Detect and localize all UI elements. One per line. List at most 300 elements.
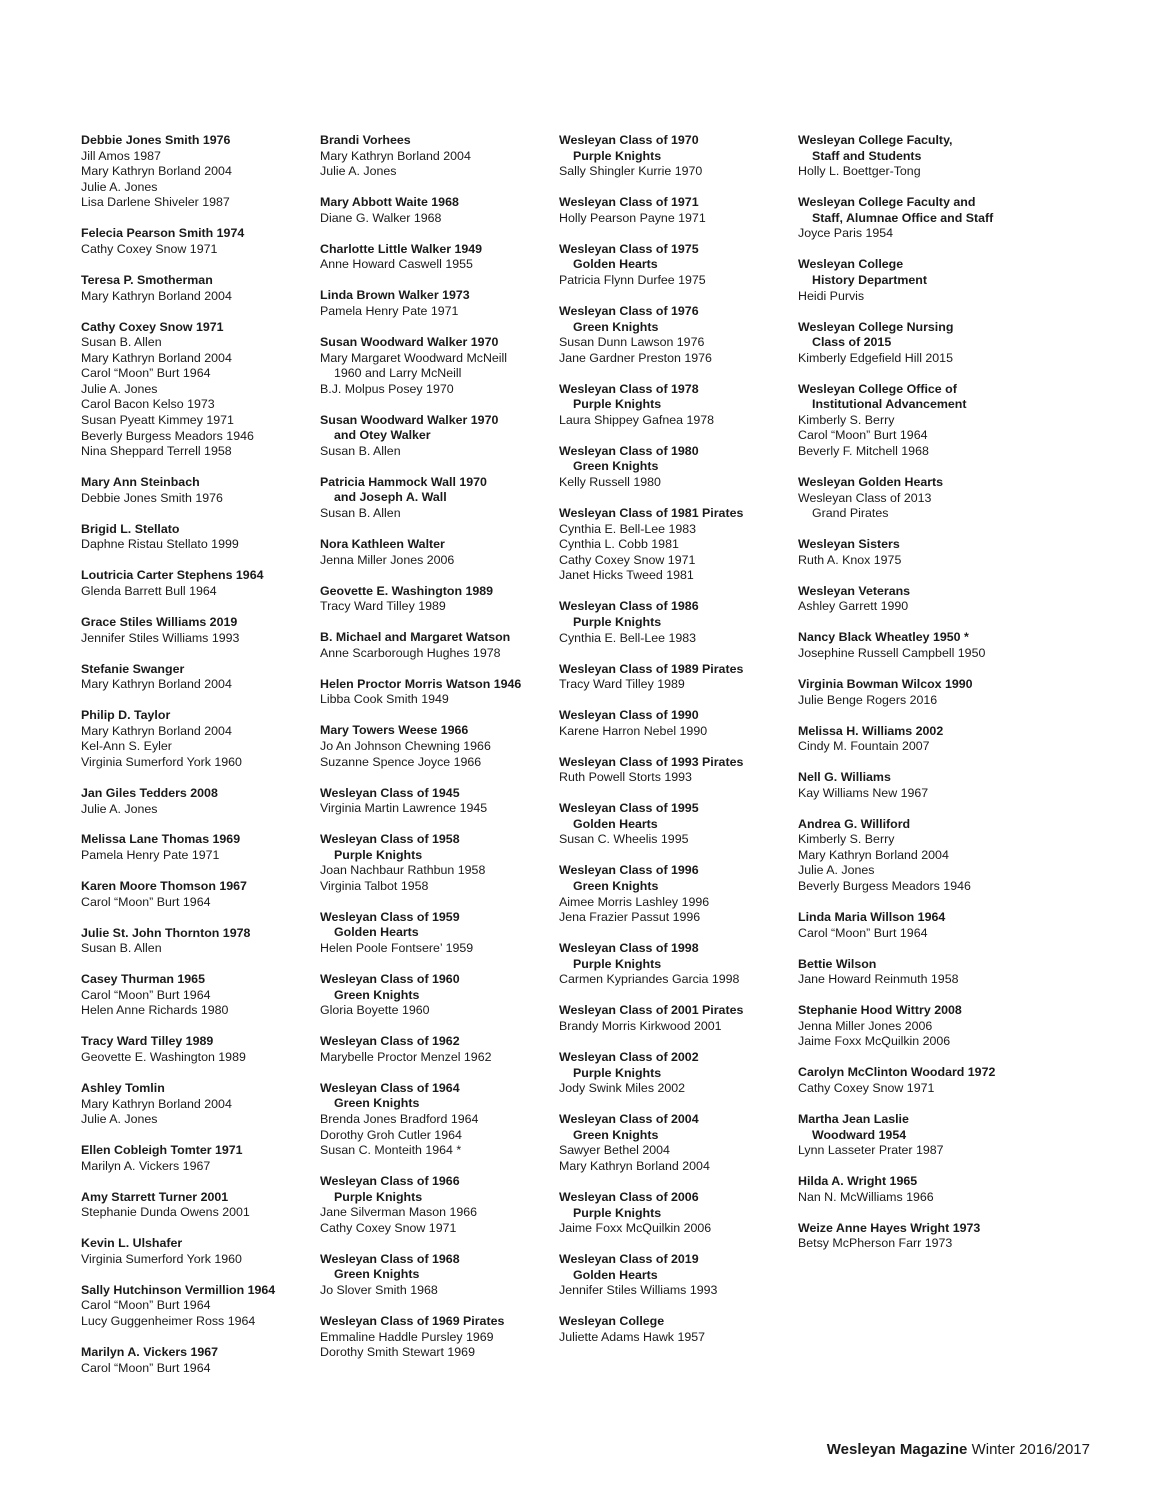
list-entry xyxy=(559,242,791,289)
donor-name: Susan Dunn Lawson 1976 xyxy=(559,335,705,350)
list-entry xyxy=(559,662,791,693)
honoree-name: Martha Jean Laslie xyxy=(798,1111,909,1126)
donor-name: Brenda Jones Bradford 1964 xyxy=(320,1111,479,1126)
list-entry xyxy=(320,832,552,894)
donor-name: Mary Kathryn Borland 2004 xyxy=(81,677,232,692)
list-entry xyxy=(81,972,313,1019)
honoree-name: Wesleyan Class of 1975 xyxy=(559,241,699,256)
list-entry xyxy=(81,133,313,211)
donor-name: Susan B. Allen xyxy=(81,335,162,350)
issue-label: Winter 2016/2017 xyxy=(971,1441,1090,1458)
donor-name: Susan B. Allen xyxy=(81,941,162,956)
honoree-name: Susan Woodward Walker 1970 xyxy=(320,412,499,427)
honoree-name: Wesleyan Golden Hearts xyxy=(798,475,944,490)
donor-name: Lucy Guggenheimer Ross 1964 xyxy=(81,1314,256,1329)
honoree-name: Patricia Hammock Wall 1970 xyxy=(320,474,487,489)
honoree-name: Class of 2015 xyxy=(812,335,892,350)
list-entry xyxy=(81,1034,313,1065)
honoree-name: Purple Knights xyxy=(573,614,662,629)
donor-name: Mary Kathryn Borland 2004 xyxy=(798,847,949,862)
honoree-name: Wesleyan College Office of xyxy=(798,381,957,396)
list-entry xyxy=(798,1003,1030,1050)
list-entry xyxy=(81,832,313,863)
honoree-name: Golden Hearts xyxy=(573,257,658,272)
donor-name: Cathy Coxey Snow 1971 xyxy=(559,552,696,567)
donor-name: Cathy Coxey Snow 1971 xyxy=(798,1080,935,1095)
honoree-name: Philip D. Taylor xyxy=(81,708,171,723)
honoree-name: Amy Starrett Turner 2001 xyxy=(81,1189,229,1204)
donor-name: Betsy McPherson Farr 1973 xyxy=(798,1236,953,1251)
honoree-name: Geovette E. Washington 1989 xyxy=(320,583,494,598)
donor-name: Tracy Ward Tilley 1989 xyxy=(559,677,685,692)
list-entry xyxy=(320,1314,552,1361)
honoree-name: Helen Proctor Morris Watson 1946 xyxy=(320,676,522,691)
list-entry xyxy=(81,1081,313,1128)
honoree-name: B. Michael and Margaret Watson xyxy=(320,630,511,645)
honoree-name: Purple Knights xyxy=(573,1065,662,1080)
list-entry xyxy=(81,879,313,910)
donor-name: B.J. Molpus Posey 1970 xyxy=(320,381,454,396)
honoree-name: Woodward 1954 xyxy=(812,1127,907,1142)
list-entry xyxy=(559,1112,791,1174)
honoree-name: Bettie Wilson xyxy=(798,956,877,971)
list-entry xyxy=(81,926,313,957)
list-entry xyxy=(559,708,791,739)
honoree-name: Andrea G. Williford xyxy=(798,816,911,831)
list-entry xyxy=(798,957,1030,988)
donor-name: Mary Kathryn Borland 2004 xyxy=(81,1096,232,1111)
list-entry xyxy=(798,382,1030,460)
list-entry xyxy=(559,599,791,646)
honoree-name: Wesleyan Class of 2004 xyxy=(559,1112,699,1127)
list-entry xyxy=(559,801,791,848)
honoree-name: Wesleyan Veterans xyxy=(798,583,911,598)
honoree-name: Wesleyan Class of 1976 xyxy=(559,303,699,318)
list-entry xyxy=(559,1003,791,1034)
donor-name: Dorothy Smith Stewart 1969 xyxy=(320,1345,475,1360)
list-entry xyxy=(320,335,552,397)
honoree-name: Green Knights xyxy=(573,879,659,894)
honoree-name: Wesleyan Class of 2001 Pirates xyxy=(559,1003,744,1018)
donor-name: Heidi Purvis xyxy=(798,288,865,303)
column-2 xyxy=(320,133,552,1376)
honoree-name: Wesleyan Class of 1978 xyxy=(559,381,699,396)
donor-name: Holly Pearson Payne 1971 xyxy=(559,210,706,225)
donor-name: Jill Amos 1987 xyxy=(81,148,161,163)
donor-name: Glenda Barrett Bull 1964 xyxy=(81,584,217,598)
donor-name: Carol “Moon” Burt 1964 xyxy=(81,1298,211,1313)
donor-name: Jane Howard Reinmuth 1958 xyxy=(798,972,959,987)
donor-name: Jenna Miller Jones 2006 xyxy=(798,1018,933,1033)
list-entry xyxy=(798,320,1030,367)
donor-name: Julie A. Jones xyxy=(81,801,158,816)
list-entry xyxy=(559,863,791,925)
donor-name: Susan B. Allen xyxy=(320,443,401,458)
honoree-name: Wesleyan Class of 2002 xyxy=(559,1049,699,1064)
honoree-name: Linda Maria Willson 1964 xyxy=(798,910,946,925)
list-entry xyxy=(798,1112,1030,1159)
list-entry xyxy=(559,133,791,180)
donor-name: Nina Sheppard Terrell 1958 xyxy=(81,444,232,459)
donor-name: Marilyn A. Vickers 1967 xyxy=(81,1158,211,1173)
donor-name: Carol Bacon Kelso 1973 xyxy=(81,397,215,412)
honoree-name: Institutional Advancement xyxy=(812,397,967,412)
donor-name: Jaime Foxx McQuilkin 2006 xyxy=(798,1034,951,1049)
honoree-name: Purple Knights xyxy=(334,847,423,862)
honoree-name: Wesleyan College xyxy=(559,1314,665,1329)
honoree-name: Purple Knights xyxy=(573,1205,662,1220)
donor-name: Dorothy Groh Cutler 1964 xyxy=(320,1127,462,1142)
honoree-name: Purple Knights xyxy=(334,1189,423,1204)
donor-name: Anne Scarborough Hughes 1978 xyxy=(320,645,501,660)
donor-name: Carmen Kypriandes Garcia 1998 xyxy=(559,972,740,987)
list-entry xyxy=(81,568,313,599)
list-entry xyxy=(81,1283,313,1330)
donor-name: Mary Margaret Woodward McNeill xyxy=(320,350,508,365)
honoree-name: Wesleyan Class of 1970 xyxy=(559,133,699,147)
honoree-name: Ellen Cobleigh Tomter 1971 xyxy=(81,1143,243,1158)
donor-name: Gloria Boyette 1960 xyxy=(320,1003,430,1018)
column-4 xyxy=(798,133,1030,1267)
donor-name: Libba Cook Smith 1949 xyxy=(320,692,449,707)
donor-name: Juliette Adams Hawk 1957 xyxy=(559,1329,706,1344)
honoree-name: Wesleyan Class of 1996 xyxy=(559,863,699,878)
honoree-name: Golden Hearts xyxy=(573,1267,658,1282)
honoree-name: Green Knights xyxy=(334,1267,420,1282)
list-entry xyxy=(798,910,1030,941)
donor-name: Nan N. McWilliams 1966 xyxy=(798,1189,934,1204)
honoree-name: Nancy Black Wheatley 1950 * xyxy=(798,630,969,645)
list-entry xyxy=(798,195,1030,242)
list-entry xyxy=(81,708,313,770)
list-entry xyxy=(320,1252,552,1299)
honoree-name: Wesleyan Class of 1966 xyxy=(320,1174,460,1189)
list-entry xyxy=(320,677,552,708)
donor-name: Jennifer Stiles Williams 1993 xyxy=(81,630,240,645)
honoree-name: Green Knights xyxy=(573,319,659,334)
list-entry xyxy=(320,537,552,568)
donor-name: Mary Kathryn Borland 2004 xyxy=(559,1158,710,1173)
donor-name: Mary Kathryn Borland 2004 xyxy=(81,288,232,303)
donor-name: Patricia Flynn Durfee 1975 xyxy=(559,272,706,287)
honoree-name: Casey Thurman 1965 xyxy=(81,972,205,987)
list-entry xyxy=(81,786,313,817)
magazine-title: Wesleyan Magazine xyxy=(826,1441,968,1458)
donor-name: Cynthia E. Bell-Lee 1983 xyxy=(559,630,697,645)
honoree-name: Hilda A. Wright 1965 xyxy=(798,1174,918,1189)
list-entry xyxy=(559,1190,791,1237)
list-entry xyxy=(320,1034,552,1065)
donor-name: Julie Benge Rogers 2016 xyxy=(798,692,938,707)
honoree-name: Wesleyan Class of 1959 xyxy=(320,909,460,924)
donor-name: Debbie Jones Smith 1976 xyxy=(81,490,223,505)
list-entry xyxy=(798,133,1030,180)
donor-name: Joan Nachbaur Rathbun 1958 xyxy=(320,863,486,878)
donor-name: Susan Pyeatt Kimmey 1971 xyxy=(81,413,234,428)
honoree-name: Susan Woodward Walker 1970 xyxy=(320,334,499,349)
donor-name: Jo Slover Smith 1968 xyxy=(320,1283,438,1298)
donor-name: Josephine Russell Campbell 1950 xyxy=(798,645,986,660)
list-entry xyxy=(798,1065,1030,1096)
honoree-name: Green Knights xyxy=(334,987,420,1002)
list-entry xyxy=(320,630,552,661)
donor-name: Cynthia L. Cobb 1981 xyxy=(559,537,679,552)
list-entry xyxy=(798,630,1030,661)
list-entry xyxy=(798,475,1030,522)
honoree-name: Staff, Alumnae Office and Staff xyxy=(812,210,994,225)
donor-name: Beverly Burgess Meadors 1946 xyxy=(798,879,971,894)
list-entry xyxy=(798,584,1030,615)
donor-name: Brandy Morris Kirkwood 2001 xyxy=(559,1019,722,1033)
donor-name: 1960 and Larry McNeill xyxy=(334,366,462,381)
honoree-name: Wesleyan Class of 1945 xyxy=(320,785,460,800)
donor-name: Ruth A. Knox 1975 xyxy=(798,552,902,567)
list-entry xyxy=(798,770,1030,801)
donor-name: Mary Kathryn Borland 2004 xyxy=(81,723,232,738)
list-entry xyxy=(559,1252,791,1299)
donor-name: Geovette E. Washington 1989 xyxy=(81,1049,246,1064)
honoree-name: Wesleyan Class of 1980 xyxy=(559,443,699,458)
donor-name: Lisa Darlene Shiveler 1987 xyxy=(81,195,230,210)
donor-name: Carol “Moon” Burt 1964 xyxy=(798,925,928,940)
honoree-name: Stephanie Hood Wittry 2008 xyxy=(798,1003,962,1018)
donor-name: Julie A. Jones xyxy=(320,164,397,179)
honoree-name: Julie St. John Thornton 1978 xyxy=(81,925,251,940)
donor-name: Mary Kathryn Borland 2004 xyxy=(81,164,232,179)
list-entry xyxy=(320,475,552,522)
honoree-name: Teresa P. Smotherman xyxy=(81,272,213,287)
list-entry xyxy=(559,506,791,584)
honoree-name: Melissa Lane Thomas 1969 xyxy=(81,832,241,847)
page-footer xyxy=(827,1441,1090,1458)
donor-name: Kelly Russell 1980 xyxy=(559,475,661,490)
donor-name: Marybelle Proctor Menzel 1962 xyxy=(320,1049,492,1064)
donor-name: Diane G. Walker 1968 xyxy=(320,210,442,225)
donor-name: Kay Williams New 1967 xyxy=(798,785,929,800)
honoree-name: Purple Knights xyxy=(573,956,662,971)
honoree-name: Carolyn McClinton Woodard 1972 xyxy=(798,1065,996,1080)
honoree-name: History Department xyxy=(812,272,927,287)
donor-name: Kel-Ann S. Eyler xyxy=(81,739,172,754)
honoree-name: Green Knights xyxy=(573,1127,659,1142)
donor-name: Daphne Ristau Stellato 1999 xyxy=(81,537,239,552)
donor-name: Virginia Sumerford York 1960 xyxy=(81,1251,242,1266)
donor-name: Kimberly S. Berry xyxy=(798,832,895,847)
list-entry xyxy=(798,537,1030,568)
donor-name: Karene Harron Nebel 1990 xyxy=(559,723,708,738)
honoree-name: Wesleyan Class of 1990 xyxy=(559,708,699,723)
donor-name: Kimberly S. Berry xyxy=(798,412,895,427)
honoree-name: Wesleyan College Faculty and xyxy=(798,195,976,210)
donor-name: Pamela Henry Pate 1971 xyxy=(320,303,459,318)
honoree-name: Green Knights xyxy=(334,1096,420,1111)
donor-name: Beverly F. Mitchell 1968 xyxy=(798,444,929,459)
donor-name: Jennifer Stiles Williams 1993 xyxy=(559,1283,718,1298)
honoree-name: Mary Ann Steinbach xyxy=(81,475,200,490)
donor-name: Cindy M. Fountain 2007 xyxy=(798,739,930,754)
list-entry xyxy=(320,242,552,273)
donor-name: Jena Frazier Passut 1996 xyxy=(559,910,701,925)
donor-name: Mary Kathryn Borland 2004 xyxy=(81,350,232,365)
donor-name: Jenna Miller Jones 2006 xyxy=(320,552,455,567)
donor-name: Jo An Johnson Chewning 1966 xyxy=(320,738,491,753)
honoree-name: Nora Kathleen Walter xyxy=(320,537,445,552)
honoree-name: Brigid L. Stellato xyxy=(81,521,180,536)
honoree-name: Wesleyan Class of 1995 xyxy=(559,801,699,816)
donor-name: Susan C. Wheelis 1995 xyxy=(559,832,689,847)
donor-name: Carol “Moon” Burt 1964 xyxy=(798,428,928,443)
donor-name: Anne Howard Caswell 1955 xyxy=(320,257,473,272)
list-entry xyxy=(320,288,552,319)
list-entry xyxy=(81,662,313,693)
list-entry xyxy=(559,1314,791,1345)
list-entry xyxy=(559,304,791,366)
honoree-name: Wesleyan Class of 1964 xyxy=(320,1080,460,1095)
honoree-name: Virginia Bowman Wilcox 1990 xyxy=(798,676,973,691)
donor-name: Stephanie Dunda Owens 2001 xyxy=(81,1205,250,1220)
donor-name: Carol “Moon” Burt 1964 xyxy=(81,366,211,381)
list-entry xyxy=(559,941,791,988)
honoree-name: Golden Hearts xyxy=(573,816,658,831)
honoree-name: and Joseph A. Wall xyxy=(334,490,447,505)
honoree-name: Wesleyan College Faculty, xyxy=(798,133,953,147)
list-entry xyxy=(81,522,313,553)
donor-name: Joyce Paris 1954 xyxy=(798,226,894,241)
list-entry xyxy=(320,195,552,226)
honoree-name: Wesleyan Class of 1998 xyxy=(559,941,699,956)
honoree-name: Purple Knights xyxy=(573,148,662,163)
list-entry xyxy=(559,382,791,429)
donor-name: Jane Gardner Preston 1976 xyxy=(559,350,712,365)
list-entry xyxy=(81,1236,313,1267)
donor-name: Ashley Garrett 1990 xyxy=(798,599,909,614)
donor-name: Helen Poole Fontsere’ 1959 xyxy=(320,941,474,956)
list-entry xyxy=(798,257,1030,304)
honoree-name: Ashley Tomlin xyxy=(81,1080,165,1095)
donor-name: Lynn Lasseter Prater 1987 xyxy=(798,1143,944,1158)
list-entry xyxy=(798,1174,1030,1205)
honoree-name: Wesleyan Class of 1962 xyxy=(320,1034,460,1049)
honoree-name: Wesleyan Class of 1958 xyxy=(320,832,460,847)
donor-name: Cathy Coxey Snow 1971 xyxy=(81,241,218,256)
list-entry xyxy=(798,1221,1030,1252)
honoree-name: Wesleyan Sisters xyxy=(798,537,900,552)
honoree-name: Debbie Jones Smith 1976 xyxy=(81,133,231,147)
list-entry xyxy=(81,273,313,304)
honoree-name: Jan Giles Tedders 2008 xyxy=(81,785,218,800)
donor-name: Jaime Foxx McQuilkin 2006 xyxy=(559,1221,712,1236)
donor-name: Julie A. Jones xyxy=(798,863,875,878)
donor-name: Jody Swink Miles 2002 xyxy=(559,1081,686,1096)
donor-name: Janet Hicks Tweed 1981 xyxy=(559,568,694,583)
honoree-name: Purple Knights xyxy=(573,397,662,412)
honoree-name: Linda Brown Walker 1973 xyxy=(320,288,470,303)
honoree-name: Nell G. Williams xyxy=(798,770,891,785)
donor-name: Julie A. Jones xyxy=(81,1112,158,1127)
donor-name: Cynthia E. Bell-Lee 1983 xyxy=(559,521,697,536)
donor-name: Sally Shingler Kurrie 1970 xyxy=(559,164,703,179)
honoree-name: Melissa H. Williams 2002 xyxy=(798,723,944,738)
list-entry xyxy=(320,1081,552,1159)
list-entry xyxy=(320,723,552,770)
list-entry xyxy=(559,444,791,491)
donor-name: Kimberly Edgefield Hill 2015 xyxy=(798,350,953,365)
honoree-name: Wesleyan Class of 1989 Pirates xyxy=(559,661,744,676)
list-entry xyxy=(81,475,313,506)
donor-name: Carol “Moon” Burt 1964 xyxy=(81,1360,211,1375)
honoree-name: Tracy Ward Tilley 1989 xyxy=(81,1034,214,1049)
donor-name: Beverly Burgess Meadors 1946 xyxy=(81,428,254,443)
list-entry xyxy=(320,133,552,180)
honoree-name: Cathy Coxey Snow 1971 xyxy=(81,319,224,334)
honoree-name: Wesleyan Class of 2006 xyxy=(559,1189,699,1204)
honoree-name: Karen Moore Thomson 1967 xyxy=(81,879,247,894)
honoree-name: Wesleyan Class of 2019 xyxy=(559,1252,699,1267)
donor-name: Carol “Moon” Burt 1964 xyxy=(81,987,211,1002)
donor-name: Virginia Martin Lawrence 1945 xyxy=(320,801,488,816)
honoree-name: Kevin L. Ulshafer xyxy=(81,1236,183,1251)
donor-name: Laura Shippey Gafnea 1978 xyxy=(559,412,715,427)
donor-name: Carol “Moon” Burt 1964 xyxy=(81,894,211,909)
donor-name: Cathy Coxey Snow 1971 xyxy=(320,1220,457,1235)
honoree-name: Wesleyan Class of 1969 Pirates xyxy=(320,1314,505,1329)
honoree-name: Wesleyan Class of 1981 Pirates xyxy=(559,506,744,521)
list-entry xyxy=(320,413,552,460)
list-entry xyxy=(81,226,313,257)
list-entry xyxy=(81,1345,313,1376)
list-entry xyxy=(559,755,791,786)
honoree-name: Weize Anne Hayes Wright 1973 xyxy=(798,1220,981,1235)
donor-name: Wesleyan Class of 2013 xyxy=(798,490,932,505)
honoree-name: Wesleyan Class of 1993 Pirates xyxy=(559,754,744,769)
donor-name: Aimee Morris Lashley 1996 xyxy=(559,894,710,909)
list-entry xyxy=(559,1050,791,1097)
donor-name: Pamela Henry Pate 1971 xyxy=(81,848,220,863)
list-entry xyxy=(320,910,552,957)
list-entry xyxy=(81,1190,313,1221)
donor-name: Julie A. Jones xyxy=(81,179,158,194)
donor-name: Sawyer Bethel 2004 xyxy=(559,1143,670,1158)
honoree-name: Wesleyan Class of 1971 xyxy=(559,195,699,210)
honoree-name: Mary Towers Weese 1966 xyxy=(320,723,469,738)
honoree-name: Sally Hutchinson Vermillion 1964 xyxy=(81,1282,276,1297)
list-entry xyxy=(320,1174,552,1236)
honoree-name: and Otey Walker xyxy=(334,428,431,443)
honoree-name: Green Knights xyxy=(573,459,659,474)
honoree-name: Felecia Pearson Smith 1974 xyxy=(81,226,245,241)
honoree-name: Grace Stiles Williams 2019 xyxy=(81,614,238,629)
donor-name: Ruth Powell Storts 1993 xyxy=(559,770,692,785)
list-entry xyxy=(320,786,552,817)
list-entry xyxy=(81,1143,313,1174)
donor-name: Helen Anne Richards 1980 xyxy=(81,1003,229,1018)
donor-name: Mary Kathryn Borland 2004 xyxy=(320,148,471,163)
column-3 xyxy=(559,133,791,1361)
donor-name: Susan C. Monteith 1964 * xyxy=(320,1143,462,1158)
honoree-name: Brandi Vorhees xyxy=(320,133,411,147)
donor-name: Susan B. Allen xyxy=(320,506,401,521)
donor-name: Suzanne Spence Joyce 1966 xyxy=(320,754,482,769)
donor-name: Jane Silverman Mason 1966 xyxy=(320,1205,478,1220)
honoree-name: Golden Hearts xyxy=(334,925,419,940)
list-entry xyxy=(81,320,313,460)
donor-name: Virginia Sumerford York 1960 xyxy=(81,754,242,769)
honoree-name: Wesleyan Class of 1960 xyxy=(320,972,460,987)
list-entry xyxy=(798,677,1030,708)
donor-name: Grand Pirates xyxy=(812,506,889,521)
list-entry xyxy=(559,195,791,226)
honoree-name: Marilyn A. Vickers 1967 xyxy=(81,1345,219,1360)
